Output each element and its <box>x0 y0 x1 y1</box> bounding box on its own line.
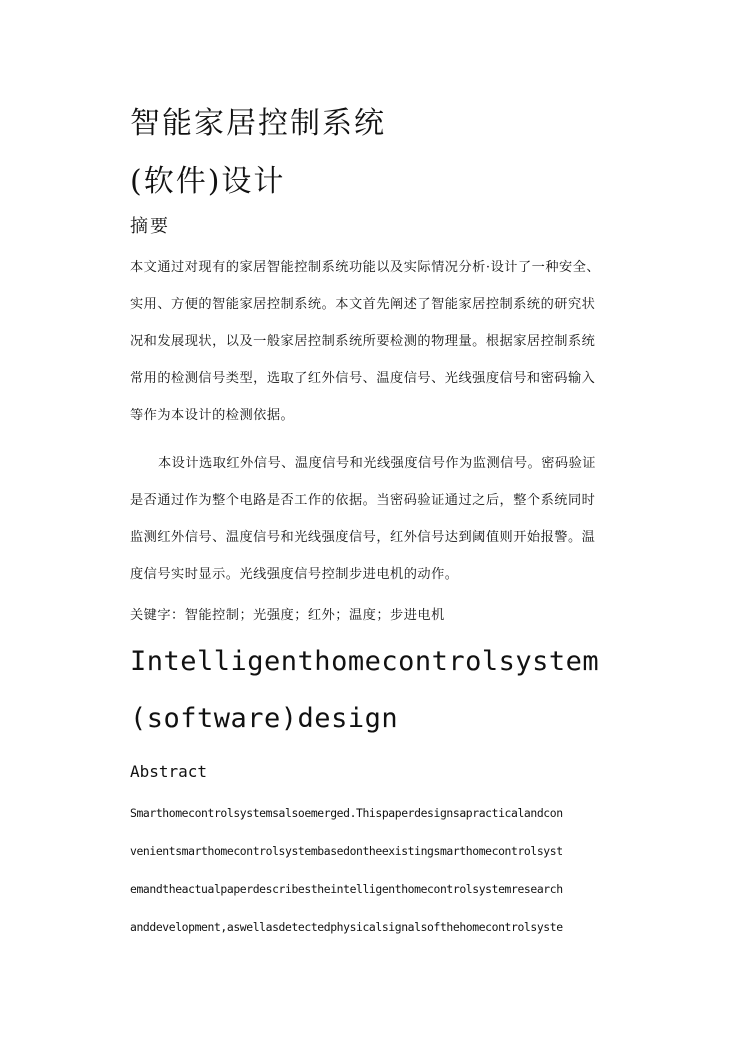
chinese-abstract-line: 本文通过对现有的家居智能控制系统功能以及实际情况分析·设计了一种安全、 <box>130 260 601 275</box>
chinese-abstract-heading: 摘要 <box>130 216 170 237</box>
english-abstract-heading: Abstract <box>130 762 208 781</box>
chinese-abstract-line: 况和发展现状，以及一般家居控制系统所要检测的物理量。根据家居控制系统 <box>130 334 596 349</box>
chinese-abstract-line: 是否通过作为整个电路是否工作的依据。当密码验证通过之后，整个系统同时 <box>130 493 596 508</box>
english-abstract-line: anddevelopment,aswellasdetectedphysicalsignalsofthehomecontrolsyste <box>130 920 563 934</box>
chinese-title-line-1: 智能家居控制系统 <box>130 106 386 141</box>
chinese-abstract-line: 监测红外信号、温度信号和光线强度信号，红外信号达到阈值则开始报警。温 <box>130 530 596 545</box>
english-title-line-1: Intelligenthomecontrolsystem <box>130 646 600 677</box>
chinese-abstract-line: 度信号实时显示。光线强度信号控制步进电机的动作。 <box>130 567 459 582</box>
chinese-abstract-line: 常用的检测信号类型，选取了红外信号、温度信号、光线强度信号和密码输入 <box>130 371 596 386</box>
chinese-abstract-line: 实用、方便的智能家居控制系统。本文首先阐述了智能家居控制系统的研究状 <box>130 297 596 312</box>
english-abstract-line: emandtheactualpaperdescribestheintelligenthomecontrolsystemresearch <box>130 882 563 896</box>
chinese-abstract-line: 等作为本设计的检测依据。 <box>130 408 295 423</box>
chinese-keywords: 关键字：智能控制；光强度；红外；温度；步进电机 <box>130 608 445 623</box>
english-title-line-2: (software)design <box>130 703 399 734</box>
english-abstract-line: venientsmarthomecontrolsystembasedontheexistingsmarthomecontrolsyst <box>130 844 563 858</box>
english-abstract-line: Smarthomecontrolsystemsalsoemerged.Thispaperdesignsapracticalandcon <box>130 806 563 820</box>
chinese-title-line-2: (软件)设计 <box>130 164 286 199</box>
chinese-abstract-line: 本设计选取红外信号、温度信号和光线强度信号作为监测信号。密码验证 <box>158 456 596 471</box>
